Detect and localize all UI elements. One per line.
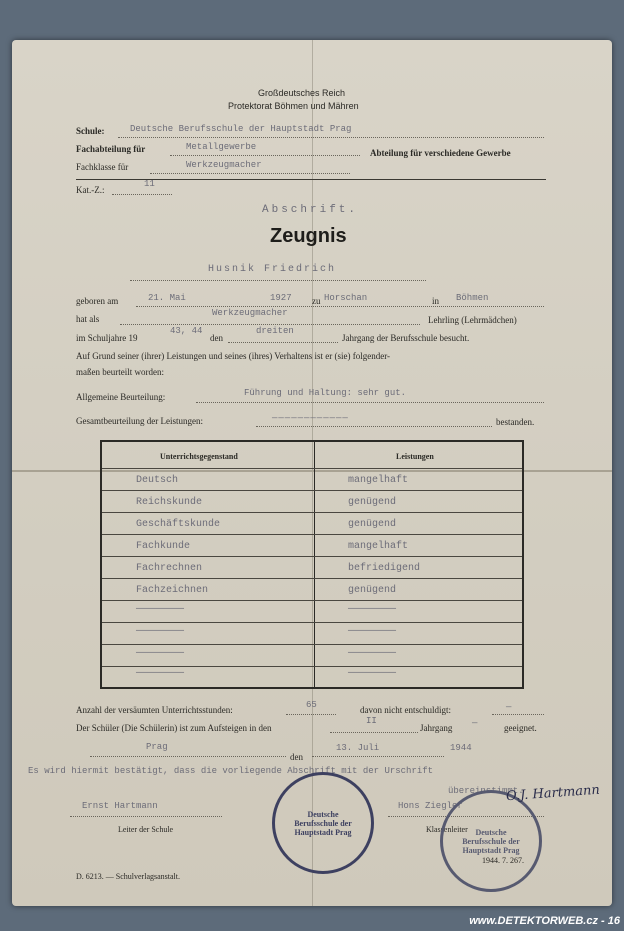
- zu-label: zu: [312, 296, 321, 306]
- leiter-name: Ernst Hartmann: [82, 801, 158, 811]
- fachklasse-label: Fachklasse für: [76, 162, 129, 172]
- date: 13. Juli: [336, 743, 380, 753]
- subject-cell: Fachkunde: [136, 541, 191, 552]
- schueler-label: Der Schüler (Die Schülerin) ist zum Aufsteigen in den: [76, 723, 272, 733]
- city: Prag: [146, 742, 168, 752]
- klassenlehrer-label: Klassenleiter: [426, 825, 468, 834]
- katz-line: [112, 194, 172, 195]
- schule-value: Deutsche Berufsschule der Hauptstadt Prag: [130, 124, 352, 134]
- grade-year-line: [228, 342, 338, 343]
- fachabteilung-value: Metallgewerbe: [186, 142, 257, 152]
- jahrgang-label: Jahrgang: [420, 723, 453, 733]
- trade-line: [120, 324, 420, 325]
- nicht-entschuldigt-value: —: [506, 702, 512, 712]
- grade-cell: ————————: [348, 648, 397, 659]
- geboren-label: geboren am: [76, 296, 119, 306]
- jahrgang-text: Jahrgang der Berufsschule besucht.: [342, 333, 470, 343]
- massen-text: maßen beurteilt worden:: [76, 367, 164, 377]
- form-number: D. 6213. — Schulverlagsanstalt.: [76, 872, 180, 881]
- school-stamp-right: [440, 790, 542, 892]
- versaeumt-label: Anzahl der versäumten Unterrichtsstunden:: [76, 705, 233, 715]
- versaeumt-value: 65: [306, 700, 317, 710]
- table-header-line: [102, 468, 522, 469]
- grade-cell: befriedigend: [348, 563, 421, 574]
- stamp2-text: Deutsche Berufsschule der Hauptstadt Prag: [462, 827, 520, 855]
- leiter-line: [70, 816, 222, 817]
- allgemeine-value: Führung und Haltung: sehr gut.: [244, 388, 407, 398]
- in-label: in: [432, 296, 440, 306]
- grade-cell: genügend: [348, 585, 397, 596]
- grade-cell: mangelhaft: [348, 475, 409, 486]
- allgemeine-line: [196, 402, 544, 403]
- grade-cell: ————————: [348, 668, 397, 679]
- fachabteilung-line: [170, 155, 360, 156]
- watermark: www.DETEKTORWEB.cz - 16: [469, 915, 620, 927]
- den-text: den: [290, 752, 303, 762]
- date-line: [312, 756, 444, 757]
- subject-cell: Fachrechnen: [136, 563, 203, 574]
- header-line2: Protektorat Böhmen und Mähren: [228, 101, 359, 111]
- document-title: Zeugnis: [270, 225, 347, 247]
- subject-cell: ————————: [136, 626, 185, 637]
- nicht-entschuldigt-label: davon nicht entschuldigt:: [360, 705, 451, 715]
- gesamt-value: ————————————: [272, 413, 349, 423]
- schule-label: Schule:: [76, 126, 105, 136]
- fachabteilung-label: Fachabteilung für: [76, 144, 146, 154]
- subject-cell: ————————: [136, 668, 185, 679]
- subject-cell: Reichskunde: [136, 497, 203, 508]
- subject-cell: Fachzeichnen: [136, 585, 209, 596]
- schule-line: [118, 137, 544, 138]
- stamp-small-text: 1944. 7. 267.: [482, 856, 524, 865]
- col-grade-header: Leistungen: [396, 452, 434, 461]
- grund-text: Auf Grund seiner (ihrer) Leistungen und seines (ihres) Verhaltens ist er (sie) folgender-: [76, 351, 391, 361]
- abschrift-label: Abschrift.: [262, 204, 359, 216]
- student-name: Husnik Friedrich: [208, 264, 337, 275]
- certify-line1: Es wird hiermit bestätigt, dass die vorliegende Abschrift mit der Urschrift: [28, 766, 434, 776]
- grade-cell: ————————: [348, 626, 397, 637]
- name-line: [130, 280, 426, 281]
- subject-cell: Deutsch: [136, 475, 179, 486]
- subject-cell: Geschäftskunde: [136, 519, 221, 530]
- col-subject-header: Unterrichtsgegenstand: [160, 452, 238, 461]
- jahrgang-dash: —: [472, 718, 478, 728]
- lehrling-label: Lehrling (Lehrmädchen): [428, 315, 517, 325]
- allgemeine-label: Allgemeine Beurteilung:: [76, 392, 166, 402]
- school-stamp-left: [272, 772, 374, 874]
- versaeumt-line: [286, 714, 336, 715]
- grade-year: dreiten: [256, 326, 294, 336]
- header-line1: Großdeutsches Reich: [258, 88, 346, 98]
- grade-cell: ————————: [348, 604, 397, 615]
- subject-cell: ————————: [136, 604, 185, 615]
- leiter-label: Leiter der Schule: [118, 825, 174, 834]
- hat-als-label: hat als: [76, 314, 100, 324]
- gesamt-line: [256, 426, 492, 427]
- grade-cell: mangelhaft: [348, 541, 409, 552]
- handwritten-signature: O.J. Hartmann: [505, 782, 601, 805]
- geeignet-text: geeignet.: [504, 723, 537, 733]
- fachklasse-line: [150, 173, 350, 174]
- schuljahre-label: im Schuljahre 19: [76, 333, 138, 343]
- birth-place: Horschan: [324, 293, 368, 303]
- grades-table: [100, 440, 524, 689]
- den-label: den: [210, 333, 223, 343]
- klassenlehrer-name: Hons Ziegler: [398, 801, 463, 811]
- jahrgang-line: [330, 732, 418, 733]
- katz-label: Kat.-Z.:: [76, 185, 105, 195]
- city-line: [90, 756, 286, 757]
- gesamt-label: Gesamtbeurteilung der Leistungen:: [76, 416, 203, 426]
- date-year: 1944: [450, 743, 472, 753]
- trade-value: Werkzeugmacher: [212, 308, 288, 318]
- fachklasse-value: Werkzeugmacher: [186, 160, 262, 170]
- birth-line: [136, 306, 544, 307]
- jahrgang-value: II: [366, 716, 377, 726]
- katz-value: 11: [144, 179, 155, 189]
- birth-region: Böhmen: [456, 293, 489, 303]
- birth-year: 1927: [270, 293, 292, 303]
- nicht-entschuldigt-line: [492, 714, 544, 715]
- grade-cell: genügend: [348, 497, 397, 508]
- school-years: 43, 44: [170, 326, 203, 336]
- bestanden-text: bestanden.: [496, 417, 535, 427]
- birth-day-month: 21. Mai: [148, 293, 186, 303]
- certify-line2: übereinstimmt.: [448, 786, 524, 796]
- table-column-divider: [314, 442, 315, 687]
- grade-cell: genügend: [348, 519, 397, 530]
- stamp1-text: Deutsche Berufsschule der Hauptstadt Prag: [294, 809, 352, 837]
- subject-cell: ————————: [136, 648, 185, 659]
- abteilung-text: Abteilung für verschiedene Gewerbe: [370, 148, 511, 158]
